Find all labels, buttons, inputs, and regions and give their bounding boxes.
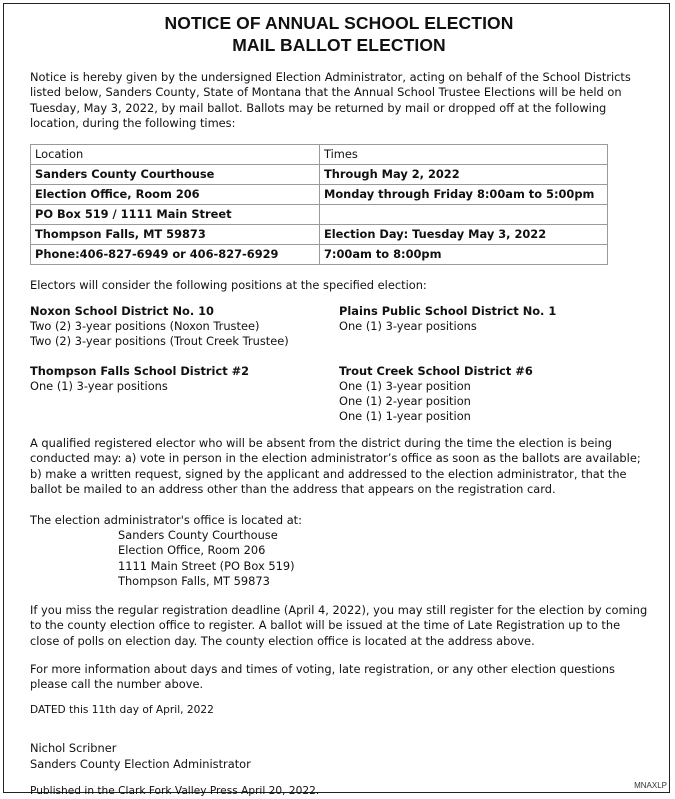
position-line: One (1) 3-year position [339, 379, 648, 394]
signature-title: Sanders County Election Administrator [30, 757, 648, 772]
address-line: Election Office, Room 206 [118, 543, 648, 558]
district-name: Noxon School District No. 10 [30, 304, 339, 319]
table-cell: Location [31, 144, 320, 164]
position-line: Two (2) 3-year positions (Trout Creek Trustee) [30, 334, 339, 349]
position-line: Two (2) 3-year positions (Noxon Trustee) [30, 319, 339, 334]
office-intro: The election administrator's office is located at: [30, 513, 648, 528]
table-row [31, 204, 608, 224]
published-line: Published in the Clark Fork Valley Press April 20, 2022. [30, 784, 648, 799]
signature-name: Nichol Scribner [30, 741, 648, 756]
title-line-1: NOTICE OF ANNUAL SCHOOL ELECTION [30, 12, 648, 34]
address-line: 1111 Main Street (PO Box 519) [118, 559, 648, 574]
table-cell: Sanders County Courthouse [31, 164, 320, 184]
district-name: Thompson Falls School District #2 [30, 364, 339, 379]
district-noxon [30, 304, 339, 349]
district-name: Trout Creek School District #6 [339, 364, 648, 379]
table-row [31, 224, 608, 244]
publication-code: MNAXLP [634, 781, 667, 790]
address-line: Sanders County Courthouse [118, 528, 648, 543]
position-line: One (1) 3-year positions [30, 379, 339, 394]
table-cell: Monday through Friday 8:00am to 5:00pm [320, 184, 608, 204]
notice-title [30, 12, 648, 56]
districts-left-column [30, 304, 339, 439]
electors-text: Electors will consider the following positions at the specified election: [30, 278, 648, 293]
districts-grid [30, 304, 648, 439]
late-registration-paragraph: If you miss the regular registration deadline (April 4, 2022), you may still register for the election by coming to the county election office to register. A ballot will be issued at the time of Late Registration up to the close of polls on election day. The county election office is located at the address above. [30, 603, 648, 649]
dated-line: DATED this 11th day of April, 2022 [30, 703, 648, 718]
table-row [31, 184, 608, 204]
table-cell: Thompson Falls, MT 59873 [31, 224, 320, 244]
address-line: Thompson Falls, MT 59873 [118, 574, 648, 589]
table-cell [320, 204, 608, 224]
absent-voter-paragraph: A qualified registered elector who will be absent from the district during the time the election is being conducted may: a) vote in person in the election administrator’s office as soon as the ballots are available; b) make a written request, signed by the applicant and addressed to the election administrator, that the ballot be mailed to an address other than the address that appears on the registration card. [30, 436, 648, 498]
more-info-paragraph: For more information about days and times of voting, late registration, or any other election questions please call the number above. [30, 662, 648, 693]
table-header-row [31, 144, 608, 164]
title-line-2: MAIL BALLOT ELECTION [30, 34, 648, 56]
district-name: Plains Public School District No. 1 [339, 304, 648, 319]
table-cell: Election Office, Room 206 [31, 184, 320, 204]
position-line: One (1) 2-year position [339, 394, 648, 409]
table-cell: 7:00am to 8:00pm [320, 244, 608, 264]
location-times-table [30, 144, 608, 265]
notice-content [30, 12, 648, 799]
position-line: One (1) 3-year positions [339, 319, 648, 334]
table-row [31, 164, 608, 184]
office-address [118, 528, 648, 590]
intro-paragraph: Notice is hereby given by the undersigned Election Administrator, acting on behalf of the School Districts listed below, Sanders County, State of Montana that the Annual School Trustee Elections will be held on Tuesday, May 3, 2022, by mail ballot. Ballots may be returned by mail or dropped off at the following location, during the following times: [30, 70, 648, 132]
district-trout-creek [339, 364, 648, 424]
districts-right-column [339, 304, 648, 439]
table-cell: Phone:406-827-6949 or 406-827-6929 [31, 244, 320, 264]
table-cell: Through May 2, 2022 [320, 164, 608, 184]
table-row [31, 244, 608, 264]
table-cell: PO Box 519 / 1111 Main Street [31, 204, 320, 224]
district-plains [339, 304, 648, 334]
position-line: One (1) 1-year position [339, 409, 648, 424]
district-thompson-falls [30, 364, 339, 394]
table-cell: Times [320, 144, 608, 164]
table-cell: Election Day: Tuesday May 3, 2022 [320, 224, 608, 244]
